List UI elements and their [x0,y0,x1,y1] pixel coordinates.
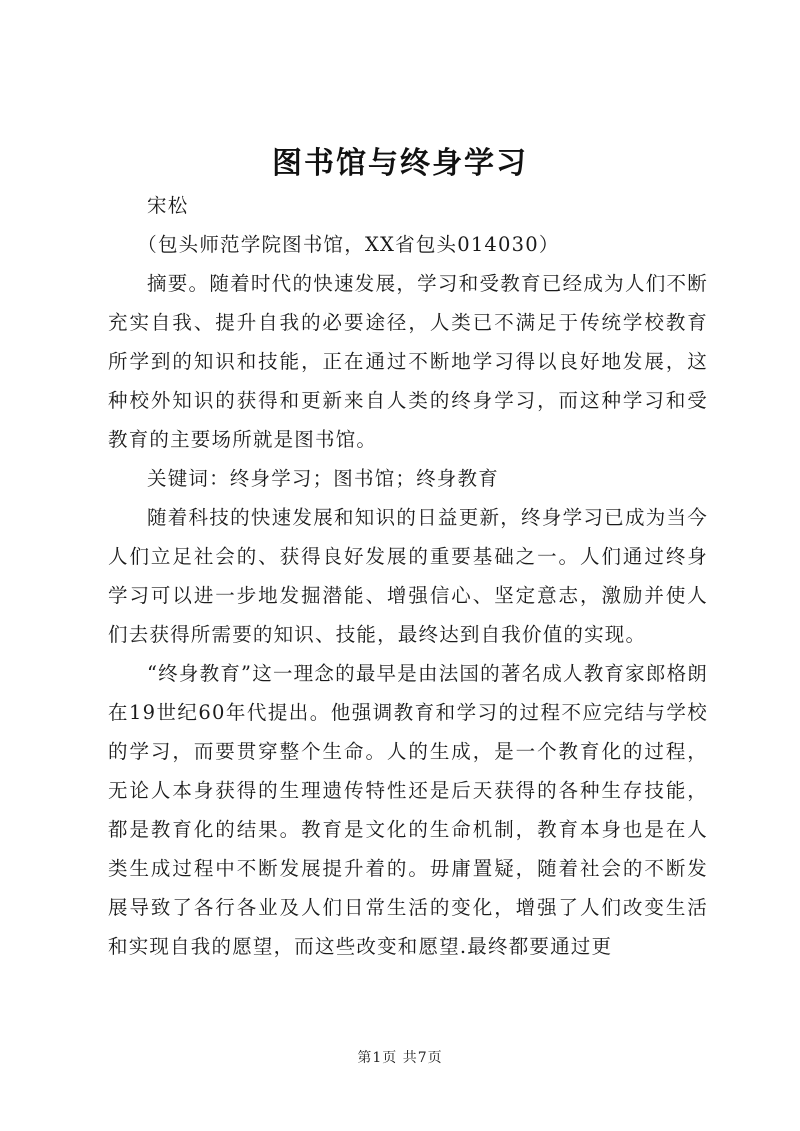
keywords-line: 关键词：终身学习；图书馆；终身教育 [147,467,499,490]
page-footer: 第1页 共7页 [357,1050,443,1066]
body-paragraph-1: 随着科技的快速发展和知识的日益更新，终身学习已成为当今人们立足社会的、获得良好发展的重要基础之一。人们通过终身学习可以进一步地发掘潜能、增强信心、坚定意志，激励并使人们去获得所需要的知识、技能，最终达到自我价值的实现。 [108,506,708,646]
document-body [108,186,708,966]
body-paragraph-2: “终身教育”这一理念的最早是由法国的著名成人教育家郎格朗在19世纪60年代提出。他强调教育和学习的过程不应完结与学校的学习，而要贯穿整个生命。人的生成，是一个教育化的过程，无论人本身获得的生理遗传特性还是后天获得的各种生存技能，都是教育化的结果。教育是文化的生命机制，教育本身也是在人类生成过程中不断发展提升着的。毋庸置疑，随着社会的不断发展导致了各行各业及人们日常生活的变化，增强了人们改变生活和实现自我的愿望，而这些改变和愿望.最终都要通过更 [108,662,708,958]
document-title: 图书馆与终身学习 [272,146,528,181]
author-affiliation: （包头师范学院图书馆，XX省包头014030） [137,233,560,256]
author-name: 宋松 [147,194,189,217]
abstract-paragraph: 摘要。随着时代的快速发展，学习和受教育已经成为人们不断充实自我、提升自我的必要途径，人类已不满足于传统学校教育所学到的知识和技能，正在通过不断地学习得以良好地发展，这种校外知识的获得和更新来自人类的终身学习，而这种学习和受教育的主要场所就是图书馆。 [108,272,708,451]
